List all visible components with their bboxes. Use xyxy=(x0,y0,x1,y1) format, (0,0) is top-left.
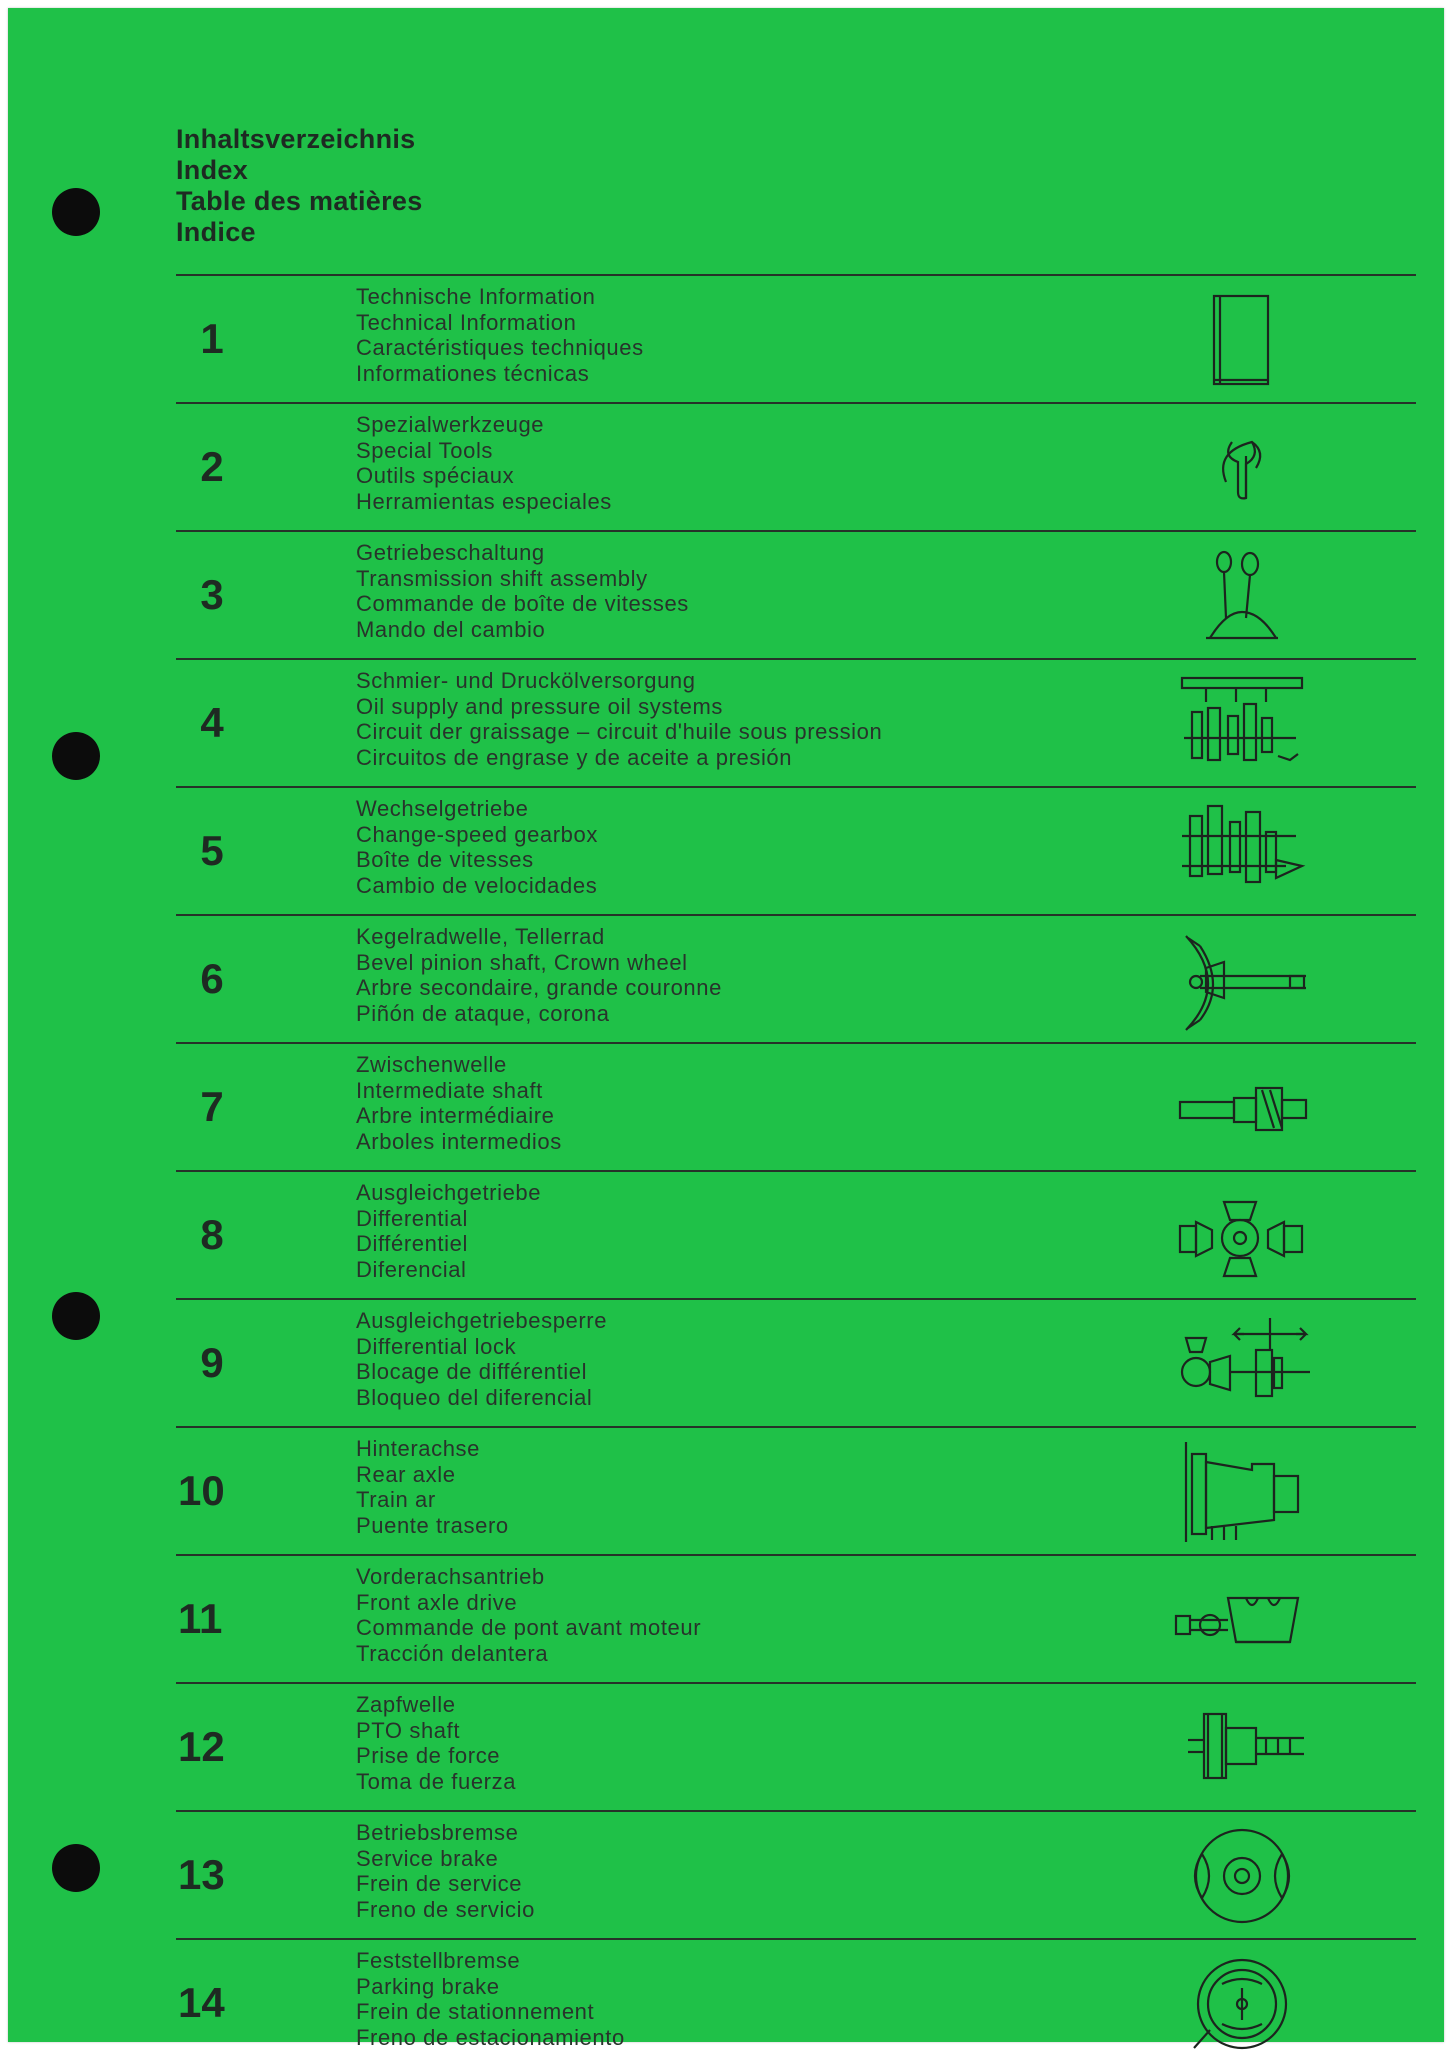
section-title-es: Bloqueo del diferencial xyxy=(356,1384,593,1410)
toc-row-1[interactable] xyxy=(176,274,1416,402)
section-title-de: Kegelradwelle, Tellerrad xyxy=(356,924,605,949)
toc-row-9[interactable] xyxy=(176,1298,1416,1426)
section-number: 5 xyxy=(200,827,224,874)
section-title-de: Zwischenwelle xyxy=(356,1052,507,1077)
section-title-de: Getriebeschaltung xyxy=(356,540,545,565)
front-axle-drive-icon xyxy=(1166,1564,1316,1674)
section-title-fr: Arbre intermédiaire xyxy=(356,1103,555,1128)
section-title-de: Ausgleichgetriebesperre xyxy=(356,1308,608,1333)
title-es: Indice xyxy=(176,217,256,247)
section-title-fr: Caractéristiques techniques xyxy=(356,335,644,360)
section-title-fr: Commande de boîte de vitesses xyxy=(356,591,689,616)
binder-hole xyxy=(52,188,100,236)
section-number: 4 xyxy=(200,699,224,746)
section-title-es: Mando del cambio xyxy=(356,616,546,642)
section-number: 1 xyxy=(200,315,224,362)
toc-row-13[interactable] xyxy=(176,1810,1416,1938)
section-titles xyxy=(356,1436,509,1538)
section-title-en: Front axle drive xyxy=(356,1589,518,1615)
section-titles xyxy=(356,1948,625,2050)
section-number: 9 xyxy=(200,1339,224,1386)
section-title-en: Special Tools xyxy=(356,437,494,463)
toc-row-2[interactable] xyxy=(176,402,1416,530)
section-title-es: Freno de servicio xyxy=(356,1896,535,1922)
toc-row-6[interactable] xyxy=(176,914,1416,1042)
section-title-en: PTO shaft xyxy=(356,1717,461,1743)
parking-brake-icon xyxy=(1166,1948,1316,2058)
section-title-es: Cambio de velocidades xyxy=(356,872,598,898)
section-title-fr: Différentiel xyxy=(356,1231,468,1256)
toc-row-5[interactable] xyxy=(176,786,1416,914)
section-title-es: Herramientas especiales xyxy=(356,488,612,514)
section-number: 10 xyxy=(178,1467,225,1514)
wrench-tool-icon xyxy=(1166,412,1316,522)
section-title-en: Bevel pinion shaft, Crown wheel xyxy=(356,949,688,975)
toc-row-10[interactable] xyxy=(176,1426,1416,1554)
section-title-es: Freno de estacionamiento xyxy=(356,2024,625,2050)
crown-wheel-icon xyxy=(1166,924,1316,1034)
section-title-en: Service brake xyxy=(356,1845,499,1871)
section-title-en: Intermediate shaft xyxy=(356,1077,543,1103)
differential-icon xyxy=(1166,1180,1316,1290)
toc-row-3[interactable] xyxy=(176,530,1416,658)
section-title-de: Feststellbremse xyxy=(356,1948,521,1973)
section-title-en: Oil supply and pressure oil systems xyxy=(356,693,724,719)
oil-supply-icon xyxy=(1166,668,1316,778)
section-title-de: Wechselgetriebe xyxy=(356,796,529,821)
section-title-fr: Arbre secondaire, grande couronne xyxy=(356,975,722,1000)
manual-book-icon xyxy=(1166,284,1316,394)
section-number: 12 xyxy=(178,1723,225,1770)
section-title-fr: Boîte de vitesses xyxy=(356,847,534,872)
section-title-de: Ausgleichgetriebe xyxy=(356,1180,542,1205)
section-titles xyxy=(356,540,689,642)
section-titles xyxy=(356,284,644,386)
section-title-fr: Prise de force xyxy=(356,1743,501,1768)
section-titles xyxy=(356,1692,516,1794)
section-title-de: Zapfwelle xyxy=(356,1692,456,1717)
section-title-de: Schmier- und Druckölversorgung xyxy=(356,668,696,693)
gearbox-icon xyxy=(1166,796,1316,906)
table-of-contents xyxy=(176,274,1416,2066)
section-title-fr: Train ar xyxy=(356,1487,436,1512)
section-title-en: Change-speed gearbox xyxy=(356,821,598,847)
section-number: 14 xyxy=(178,1979,225,2026)
section-title-en: Differential xyxy=(356,1205,468,1231)
section-title-de: Vorderachsantrieb xyxy=(356,1564,545,1589)
section-titles xyxy=(356,412,612,514)
pto-shaft-icon xyxy=(1166,1692,1316,1802)
section-title-fr: Circuit der graissage – circuit d'huile sous pression xyxy=(356,719,883,744)
binder-hole xyxy=(52,1844,100,1892)
section-title-es: Informationes técnicas xyxy=(356,360,590,386)
section-title-es: Tracción delantera xyxy=(356,1640,549,1666)
section-title-de: Technische Information xyxy=(356,284,596,309)
section-number: 6 xyxy=(200,955,224,1002)
title-de: Inhaltsverzeichnis xyxy=(176,124,416,154)
section-title-es: Circuitos de engrase y de aceite a presión xyxy=(356,744,793,770)
section-titles xyxy=(356,1308,607,1410)
section-number: 3 xyxy=(200,571,224,618)
section-title-fr: Frein de service xyxy=(356,1871,523,1896)
section-title-es: Piñón de ataque, corona xyxy=(356,1000,610,1026)
section-title-es: Arboles intermedios xyxy=(356,1128,562,1154)
section-title-es: Toma de fuerza xyxy=(356,1768,517,1794)
section-title-fr: Commande de pont avant moteur xyxy=(356,1615,702,1640)
toc-row-11[interactable] xyxy=(176,1554,1416,1682)
section-title-en: Transmission shift assembly xyxy=(356,565,648,591)
section-titles xyxy=(356,668,882,770)
section-titles xyxy=(356,1052,562,1154)
section-number: 13 xyxy=(178,1851,225,1898)
section-titles xyxy=(356,796,598,898)
section-title-es: Diferencial xyxy=(356,1256,467,1282)
section-title-en: Parking brake xyxy=(356,1973,500,1999)
section-title-de: Hinterachse xyxy=(356,1436,480,1461)
title-en: Index xyxy=(176,155,249,185)
section-title-fr: Blocage de différentiel xyxy=(356,1359,588,1384)
section-titles xyxy=(356,1564,701,1666)
section-title-en: Rear axle xyxy=(356,1461,456,1487)
section-title-fr: Frein de stationnement xyxy=(356,1999,595,2024)
section-number: 7 xyxy=(200,1083,224,1130)
binder-hole xyxy=(52,1292,100,1340)
section-titles xyxy=(356,924,722,1026)
section-titles xyxy=(356,1180,541,1282)
title-fr: Table des matières xyxy=(176,186,423,216)
section-title-de: Betriebsbremse xyxy=(356,1820,519,1845)
section-title-fr: Outils spéciaux xyxy=(356,463,515,488)
toc-row-14[interactable] xyxy=(176,1938,1416,2066)
toc-row-12[interactable] xyxy=(176,1682,1416,1810)
index-sheet xyxy=(8,8,1444,2050)
intermediate-shaft-icon xyxy=(1166,1052,1316,1162)
toc-row-4[interactable] xyxy=(176,658,1416,786)
shift-lever-icon xyxy=(1166,540,1316,650)
section-number: 11 xyxy=(178,1595,223,1642)
toc-row-7[interactable] xyxy=(176,1042,1416,1170)
toc-row-8[interactable] xyxy=(176,1170,1416,1298)
page-title xyxy=(176,124,423,248)
rear-axle-icon xyxy=(1166,1436,1316,1546)
section-title-es: Puente trasero xyxy=(356,1512,509,1538)
section-title-en: Technical Information xyxy=(356,309,577,335)
section-title-en: Differential lock xyxy=(356,1333,517,1359)
binder-hole xyxy=(52,732,100,780)
service-brake-icon xyxy=(1166,1820,1316,1930)
section-number: 2 xyxy=(200,443,224,490)
section-number: 8 xyxy=(200,1211,224,1258)
section-titles xyxy=(356,1820,535,1922)
section-title-de: Spezialwerkzeuge xyxy=(356,412,545,437)
differential-lock-icon xyxy=(1166,1308,1316,1418)
